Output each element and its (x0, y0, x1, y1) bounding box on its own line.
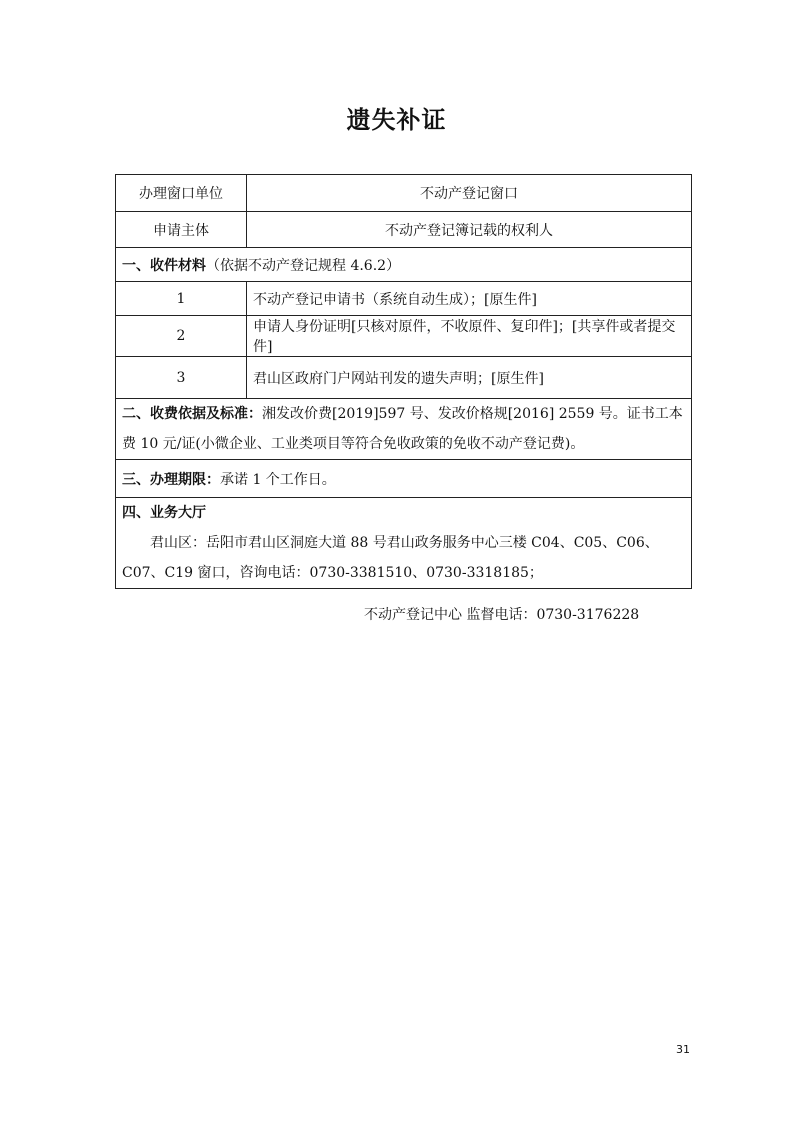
material-text: 君山区政府门户网站刊发的遗失声明；[原生件] (247, 357, 692, 399)
deadline-heading: 三、办理期限： (122, 471, 220, 488)
material-number: 2 (116, 316, 247, 357)
hall-heading-text: 四、业务大厅 (122, 505, 206, 521)
material-row (116, 282, 692, 316)
applicant-value: 不动产登记簿记载的权利人 (247, 212, 692, 248)
deadline-row (116, 460, 692, 498)
materials-heading-row (116, 248, 692, 282)
materials-heading: 一、收件材料 (122, 257, 206, 274)
page-title: 遗失补证 (346, 106, 447, 134)
deadline-text: 承诺 1 个工作日。 (220, 471, 336, 488)
office-row (116, 175, 692, 212)
office-value: 不动产登记窗口 (247, 175, 692, 212)
applicant-row (116, 212, 692, 248)
material-text: 不动产登记申请书（系统自动生成）；[原生件] (247, 282, 692, 316)
applicant-label: 申请主体 (116, 212, 247, 248)
page-number: 31 (676, 1043, 690, 1056)
hall-heading (122, 498, 685, 528)
material-text: 申请人身份证明[只核对原件，不收原件、复印件]；[共享件或者提交件] (247, 316, 692, 357)
deadline-section (116, 460, 692, 498)
fees-section (116, 399, 692, 460)
fees-text: 湘发改价费[2019]597 号、发改价格规[2016] 2559 号。证书工本费 10 元/证(小微企业、工业类项目等符合免收政策的免收不动产登记费)。 (122, 406, 683, 452)
material-row (116, 357, 692, 399)
materials-section (116, 248, 692, 282)
materials-basis: （依据不动产登记规程 4.6.2） (206, 257, 401, 274)
material-row (116, 316, 692, 357)
hall-text: 君山区：岳阳市君山区洞庭大道 88 号君山政务服务中心三楼 C04、C05、C06、C07、C19 窗口，咨询电话：0730-3381510、0730-3318185； (122, 535, 659, 581)
material-number: 1 (116, 282, 247, 316)
office-label: 办理窗口单位 (116, 175, 247, 212)
fees-row (116, 399, 692, 460)
service-info-table (115, 174, 692, 589)
fees-heading: 二、收费依据及标准： (122, 406, 262, 422)
hall-section (116, 498, 692, 589)
footer-supervision-line: 不动产登记中心 监督电话：0730-3176228 (364, 607, 640, 623)
material-number: 3 (116, 357, 247, 399)
hall-row (116, 498, 692, 589)
